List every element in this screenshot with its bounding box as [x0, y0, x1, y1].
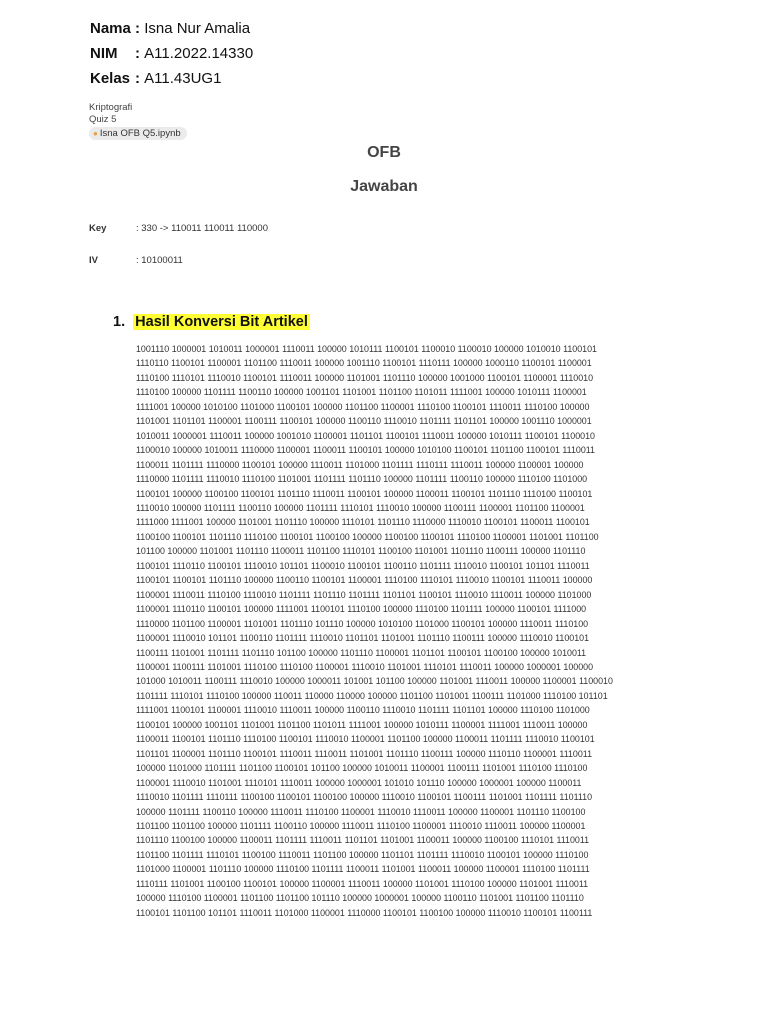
bit-line: 1101100 1101111 1110101 1100100 1110011 1101100 100000 1101101 1101111 1110010 1100101 100000 1110100: [136, 849, 589, 860]
bit-line: 1111001 1100101 1100001 1110010 1110011 100000 1100110 1110010 1101111 1101101 100000 1110100 1101000: [136, 705, 590, 716]
kelas-label: Kelas: [90, 70, 131, 87]
bit-line: 1100101 1110110 1100101 1110010 101101 1100010 1100101 1100110 1101111 1110010 1100101 101101 1110011: [136, 560, 590, 571]
bit-line: 1110100 100000 1101111 1100110 100000 1001101 1101001 1101100 1101011 1111001 100000 1010111 1100001: [136, 387, 587, 398]
nama-row: [90, 16, 253, 41]
bit-line: 1101000 1100001 1101110 100000 1110100 1101111 1100011 1101001 1100011 100000 1100001 1110100 1101111: [136, 864, 590, 875]
section-title: Hasil Konversi Bit Artikel: [135, 314, 308, 330]
iv-row: [89, 255, 183, 266]
bit-line: 1100001 1110011 1110100 1110010 1101111 1101110 1101111 1101101 1100101 1110010 1110011 100000 1101000: [136, 589, 592, 600]
identity-block: [90, 16, 253, 91]
bit-line: 1100101 1100101 1101110 100000 1100110 1100101 1100001 1110100 1110101 1110010 1100101 1110011 100000: [136, 575, 593, 586]
section-number: 1.: [113, 314, 126, 330]
bit-conversion-text: [136, 342, 681, 920]
bit-line: 1100011 1101111 1110000 1100101 100000 1110011 1101000 1101111 1110111 1110011 100000 1100001 100000: [136, 459, 584, 470]
bit-line: 100000 1110100 1100001 1101100 1101100 101110 100000 1000001 100000 1100110 1101001 1101100 1101110: [136, 893, 584, 904]
nama-colon: :: [130, 20, 145, 37]
breadcrumb-course[interactable]: Kriptografi: [89, 102, 133, 113]
bit-line: 1100001 1110110 1100101 100000 1111001 1100101 1110100 100000 1110100 1101111 100000 1100101 1111000: [136, 604, 587, 615]
bit-line: 1110110 1100101 1100001 1101100 1110011 100000 1001110 1100101 1110111 100000 1000110 1100101 1100001: [136, 358, 592, 369]
bit-line: 1110000 1101100 1100001 1101001 1101110 101110 100000 1010100 1101000 1100101 100000 1110011 1110100: [136, 618, 589, 629]
iv-label: IV: [89, 255, 98, 266]
bit-line: 1100001 1100111 1101001 1110100 1110100 1100001 1110010 1101001 1110101 1110011 100000 1000001 100000: [136, 661, 594, 672]
bit-line: 1010011 1000001 1110011 100000 1001010 1100001 1101101 1100101 1110011 100000 1010111 1100101 1100010: [136, 430, 595, 441]
nim-row: [90, 41, 253, 66]
bit-line: 101000 1010011 1100111 1110010 100000 1000011 101001 101100 100000 1101001 1110011 100000 1100001 1100010: [136, 676, 613, 687]
bit-line: 101100 100000 1101001 1101110 1100011 1101100 1110101 1100100 1101001 1101110 1100111 100000 1101110: [136, 546, 586, 557]
kelas-row: [90, 66, 253, 91]
bit-line: 1100001 1110010 1101001 1110101 1110011 100000 1000001 101010 101110 100000 1000001 100000 1100011: [136, 777, 582, 788]
bit-line: 1100111 1101001 1101111 1101110 101100 100000 1101110 1100001 1101101 1100101 1100100 100000 1010011: [136, 647, 587, 658]
kelas-colon: :: [135, 70, 145, 87]
bit-line: 1111000 1111001 100000 1101001 1101110 100000 1110101 1101110 1110000 1110010 1100101 1100011 1100101: [136, 517, 590, 528]
file-chip-label: Isna OFB Q5.ipynb: [99, 128, 181, 139]
bit-line: 1100101 100000 1001101 1101001 1101100 1101011 1111001 100000 1010111 1100001 1111001 1110011 100000: [136, 719, 588, 730]
bit-line: 1100101 100000 1100100 1100101 1101110 1110011 1100101 100000 1100011 1100101 1101110 1110100 1100101: [136, 488, 593, 499]
bit-line: 1100010 100000 1010011 1110000 1100001 1100011 1100101 100000 1010100 1100101 1101100 1100101 1110011: [136, 445, 595, 456]
breadcrumb: [89, 102, 187, 140]
bit-line: 1101100 1101100 100000 1101111 1100110 100000 1110011 1110100 1100001 1110010 1110011 100000 1100001: [136, 820, 586, 831]
document-title: OFB: [367, 144, 401, 161]
key-value: : 330 -> 110011 110011 110000: [136, 223, 268, 234]
bit-line: 1110000 1101111 1110010 1110100 1101001 1101111 1101110 100000 1101111 1100110 100000 1110100 1101000: [136, 474, 588, 485]
bit-line: 1100100 1100101 1101110 1110100 1100101 1100100 100000 1100100 1100101 1110100 1100001 1101001 1101100: [136, 531, 599, 542]
bit-line: 1110010 1101111 1110111 1100100 1100101 1100100 100000 1110010 1100101 1100111 1101001 1101111 1101110: [136, 792, 593, 803]
nim-label: NIM: [90, 45, 118, 62]
bit-line: 1100001 1110010 101101 1100110 1101111 1110010 1101101 1101001 1101110 1100111 100000 1110010 1100101: [136, 633, 590, 644]
key-label: Key: [89, 223, 107, 234]
bit-line: 100000 1101000 1101111 1101100 1100101 101100 100000 1010011 1100001 1100111 1101001 1110100 1110100: [136, 763, 588, 774]
breadcrumb-quiz[interactable]: Quiz 5: [89, 114, 117, 125]
bit-line: 1001110 1000001 1010011 1000001 1110011 100000 1010111 1100101 1100010 1100010 100000 1010010 1100101: [136, 344, 597, 354]
bit-line: 1110010 100000 1101111 1100110 100000 1101111 1110101 1110010 100000 1100111 1100001 1101100 1100001: [136, 502, 585, 513]
iv-value: : 10100011: [136, 255, 183, 266]
bit-line: 1101111 1110101 1110100 100000 110011 110000 110000 100000 1101100 1101001 1100111 1101000 1110100 101101: [136, 690, 608, 701]
bit-line: 1101001 1101101 1100001 1100111 1100101 100000 1100110 1110010 1101111 1101101 100000 1001110 1000001: [136, 416, 592, 427]
document-subtitle: Jawaban: [350, 178, 418, 195]
bit-line: 1110100 1110101 1110010 1100101 1110011 100000 1101001 1101110 100000 1001000 1100101 1100001 1110010: [136, 372, 594, 383]
nim-value: A11.2022.14330: [144, 45, 254, 62]
nim-colon: :: [135, 45, 145, 62]
kelas-value: A11.43UG1: [144, 70, 222, 87]
bit-line: 1110111 1101001 1100100 1100101 100000 1100001 1110011 100000 1101001 1110100 100000 1101001 1110011: [136, 878, 589, 889]
key-row: [89, 223, 268, 234]
bit-line: 1100101 1101100 101101 1110011 1101000 1100001 1110000 1100101 1100100 100000 1110010 1100101 1100111: [136, 907, 593, 918]
bit-line: 1100011 1100101 1101110 1110100 1100101 1110010 1100001 1101100 100000 1100011 1101111 1110010 1100101: [136, 734, 595, 745]
nama-label: Nama: [90, 20, 131, 37]
bit-line: 1101110 1100100 100000 1100011 1101111 1110011 1101101 1101001 1100011 100000 1100100 1110101 1110011: [136, 835, 590, 846]
bit-line: 1111001 100000 1010100 1101000 1100101 100000 1101100 1100001 1110100 1100101 1110011 1110100 100000: [136, 401, 590, 412]
bit-line: 100000 1101111 1100110 100000 1110011 1110100 1100001 1110010 1110011 100000 1100001 1101110 1100100: [136, 806, 586, 817]
nama-value: Isna Nur Amalia: [144, 20, 251, 37]
notebook-file-icon: ●: [93, 129, 98, 138]
file-chip[interactable]: [89, 127, 187, 140]
section-heading: [113, 314, 310, 330]
bit-line: 1101101 1100001 1101110 1100101 1110011 1110011 1101001 1101110 1100111 100000 1110110 1100001 1110011: [136, 748, 593, 759]
